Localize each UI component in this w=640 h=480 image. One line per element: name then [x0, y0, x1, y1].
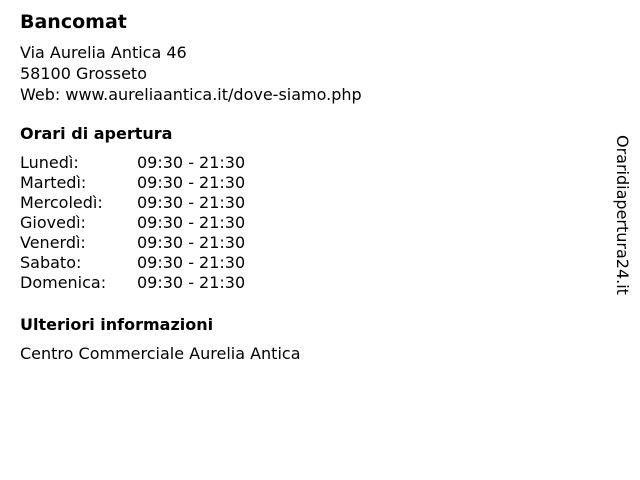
- street-address: Via Aurelia Antica 46: [20, 43, 187, 62]
- hours-row: [20, 253, 590, 273]
- day-label: Sabato:: [20, 253, 82, 272]
- time-range: 09:30 - 21:30: [137, 213, 246, 232]
- day-label: Giovedì:: [20, 213, 86, 232]
- time-range: 09:30 - 21:30: [137, 173, 246, 192]
- time-range: 09:30 - 21:30: [137, 273, 246, 292]
- hours-row: [20, 193, 590, 213]
- hours-row: [20, 173, 590, 193]
- time-range: 09:30 - 21:30: [137, 193, 246, 212]
- opening-hours-title: Orari di apertura: [20, 124, 173, 143]
- additional-info-title: Ulteriori informazioni: [20, 315, 214, 334]
- business-name: Bancomat: [20, 11, 127, 33]
- day-label: Lunedì:: [20, 153, 79, 172]
- hours-row: [20, 213, 590, 233]
- day-label: Martedì:: [20, 173, 87, 192]
- time-range: 09:30 - 21:30: [137, 153, 246, 172]
- additional-info-text: Centro Commerciale Aurelia Antica: [20, 344, 301, 363]
- opening-hours-list: [20, 153, 590, 293]
- day-label: Venerdì:: [20, 233, 86, 252]
- business-card: [20, 10, 590, 364]
- side-brand-text: Oraridiapertura24.it: [613, 135, 632, 295]
- city-address: 58100 Grosseto: [20, 64, 147, 83]
- time-range: 09:30 - 21:30: [137, 253, 246, 272]
- hours-row: [20, 233, 590, 253]
- time-range: 09:30 - 21:30: [137, 233, 246, 252]
- day-label: Mercoledì:: [20, 193, 103, 212]
- hours-row: [20, 153, 590, 173]
- address-block: [20, 42, 590, 105]
- day-label: Domenica:: [20, 273, 107, 292]
- hours-row: [20, 273, 590, 293]
- website-link[interactable]: Web: www.aureliaantica.it/dove-siamo.php: [20, 85, 362, 104]
